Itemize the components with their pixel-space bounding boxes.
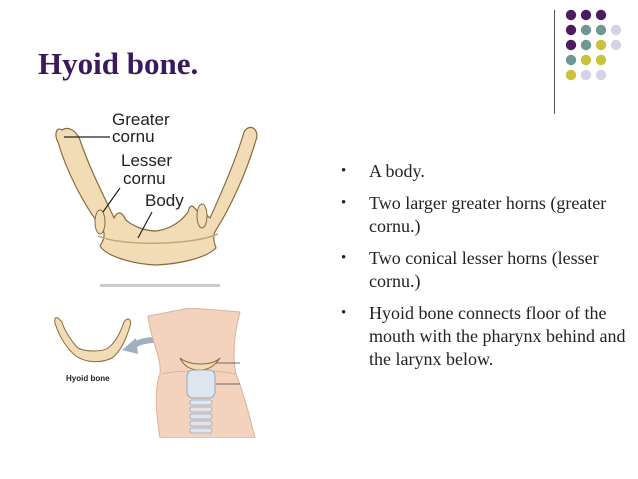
decorative-dot: [611, 40, 621, 50]
small-hyoid-shape: [55, 318, 131, 362]
slide-title: Hyoid bone.: [38, 46, 199, 81]
decorative-dot: [596, 40, 606, 50]
bullet-text: Two larger greater horns (greater cornu.): [369, 193, 607, 236]
bullet-item: [341, 247, 631, 293]
decorative-dot: [566, 70, 576, 80]
decorative-dot: [596, 10, 606, 20]
decorative-dot: [581, 55, 591, 65]
label-hyoid-bone: Hyoid bone: [66, 374, 110, 383]
neck-hyoid-diagram: [50, 308, 265, 438]
label-greater-line2: cornu: [112, 127, 155, 146]
trachea: [190, 400, 212, 433]
decorative-dot-grid: [564, 8, 634, 108]
decorative-dot: [596, 70, 606, 80]
decorative-dot: [581, 25, 591, 35]
decorative-dot: [566, 55, 576, 65]
decorative-dot: [596, 25, 606, 35]
label-greater-line1: Greater: [112, 110, 170, 129]
bullet-icon: •: [341, 163, 347, 179]
bullet-item: [341, 160, 631, 183]
decorative-dot: [566, 10, 576, 20]
bullet-text: Hyoid bone connects floor of the mouth with the pharynx behind and the larynx below.: [369, 303, 626, 369]
divider-line: [554, 10, 555, 114]
bullet-icon: •: [341, 195, 347, 211]
decorative-dot: [581, 40, 591, 50]
bullet-icon: •: [341, 250, 347, 266]
decorative-dot: [611, 25, 621, 35]
bullet-text: Two conical lesser horns (lesser cornu.): [369, 248, 599, 291]
larynx: [187, 370, 215, 398]
bullet-list: [341, 160, 631, 380]
decorative-dot: [566, 25, 576, 35]
label-lesser-line2: cornu: [123, 169, 166, 188]
label-body: Body: [145, 191, 184, 210]
decorative-dot: [581, 70, 591, 80]
bullet-icon: •: [341, 305, 347, 321]
decorative-dot: [596, 55, 606, 65]
label-lesser-line1: Lesser: [121, 151, 173, 170]
hyoid-bone-diagram: [40, 100, 280, 300]
bullet-text: A body.: [369, 161, 425, 181]
decorative-dot: [581, 10, 591, 20]
decorative-dot: [566, 40, 576, 50]
bullet-item: [341, 192, 631, 238]
lesser-cornu-right: [197, 204, 207, 228]
copyright-line: [100, 284, 220, 287]
bullet-item: [341, 302, 631, 371]
lesser-cornu-left: [95, 210, 105, 234]
